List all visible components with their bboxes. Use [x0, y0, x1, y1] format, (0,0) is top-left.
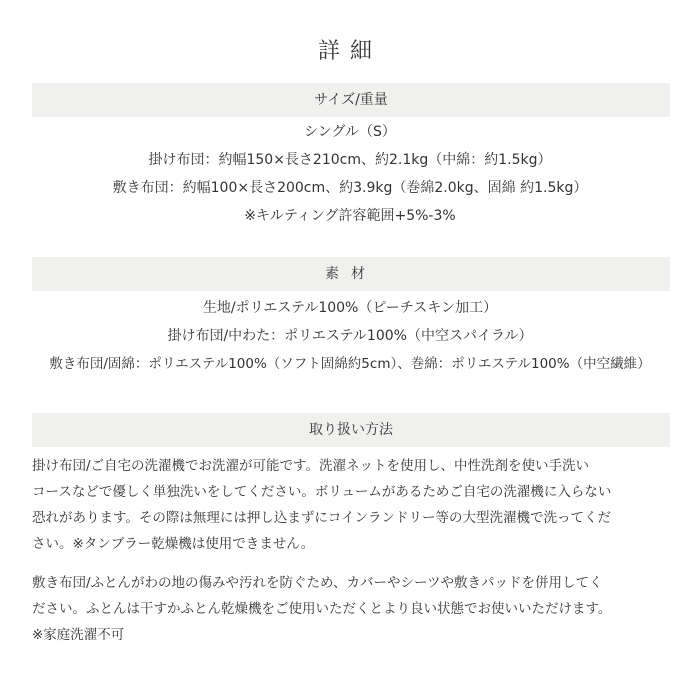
material-line: 掛け布団/中わた：ポリエステル100%（中空スパイラル）	[167, 328, 533, 344]
care-line: 恐れがあります。その際は無理には押し込まずにコインランドリー等の大型洗濯機で洗ってくだ	[32, 510, 612, 526]
care-line: ※家庭洗濯不可	[32, 627, 125, 643]
material-line: 生地/ポリエステル100%（ピーチスキン加工）	[202, 300, 498, 316]
care-heading: 取り扱い方法	[32, 413, 670, 447]
size-weight-heading: サイズ/重量	[32, 83, 670, 117]
size-weight-section	[0, 118, 700, 230]
size-line: ※キルティング許容範囲+5%-3%	[244, 208, 456, 224]
care-paragraph-mattress	[32, 570, 674, 648]
size-line: 敷き布団：約幅100×長さ200cm、約3.9kg（巻綿2.0kg、固綿 約1.5kg）	[112, 180, 588, 196]
page-title: 詳細	[317, 39, 382, 64]
size-line: シングル（S）	[304, 124, 396, 140]
material-heading: 素材	[32, 257, 670, 291]
care-paragraph-comforter	[32, 453, 674, 557]
care-line: 掛け布団/ご自宅の洗濯機でお洗濯が可能です。洗濯ネットを使用し、中性洗剤を使い手洗い	[32, 458, 589, 474]
care-line: コースなどで優しく単独洗いをしてください。ボリュームがあるためご自宅の洗濯機に入らない	[32, 484, 612, 500]
care-line: 敷き布団/ふとんがわの地の傷みや汚れを防ぐため、カバーやシーツや敷きパッドを併用してく	[32, 575, 603, 591]
care-line: さい。※タンブラー乾燥機は使用できません。	[32, 536, 315, 552]
size-line: 掛け布団：約幅150×長さ210cm、約2.1kg（中綿：約1.5kg）	[148, 152, 552, 168]
care-line: ださい。ふとんは干すかふとん乾燥機をご使用いただくとより良い状態でお使いいただけます。	[32, 601, 612, 617]
material-section	[0, 294, 700, 378]
material-line: 敷き布団/固綿：ポリエステル100%（ソフト固綿約5cm）、巻綿：ポリエステル100%（中空繊維）	[49, 356, 651, 372]
